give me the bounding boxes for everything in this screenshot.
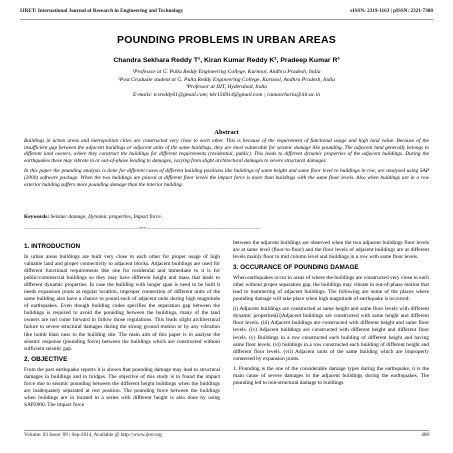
journal-issn: eISSN: 2319-1163 | pISSN: 2321-7308 [350,8,433,14]
keywords-label: Keywords: [24,214,50,220]
abstract-paragraph-2: In this paper the pounding analysis is done for different cases of different building positions like buildings of same height and same floor level to buildings in row, are analysed using SAP (2000) software package. When the two buildings are placed at different floor levels the impact force is more than buildings with the same floor levels. Also when buildings are in a row exterior building suffers more pounding damage than the interior building. [24,168,429,188]
page-footer [24,430,429,439]
paper-title: POUNDING PROBLEMS IN URBAN AREAS [117,34,336,46]
keywords [24,214,429,220]
pounding-damage-text: 1. Pounding is the one of the considerable damage types during the earthquake, it is the main cause of severe damages in the adjacent buildings during the earthquakes. The pounding led to non-structural damage to buildings [233,365,429,386]
journal-name: IJRET: International Journal of Research in Engineering and Technology [20,8,184,14]
pounding-cases-text: (i) Adjacent buildings are constructed at same height and same floor levels with different dynamic properties(ii)Adjacent buildings are constructed with same height and different floor levels. (iii) Adjacent buildings are constructed with different height and same floor levels. (iv) Adjacent buildings are constructed with different height and different floor levels. (v) Buildings in a row constructed each building of different height and having same floor levels. (vi) buildings in a row constructed each building of different height and different floor levels. (vii) Adjacent units of the same building which are improperly connected by expansion joints. [233,306,429,362]
introduction-text: In urban areas buildings are built very close to each other for proper usage of high valuable land and proper connectivity to adjacent blocks. Adjacent buildings are used for different functional requirements like one for residential and immediate to it is for public/commercial buildings so they may have different height and mass that leads to different dynamic properties. In case the building with longer span is need to be built it needs expansion joints at regular location, improper connection of different units of the same building also have a chance to pound each of adjacent units during high magnitude of earthquakes. Even though building codes specifies the separation gap between the buildings is required to avoid the pounding between the buildings, many of the land owners are not come forward to follow those regulations. This leads slight architectural failure to severe structural damages during the strong ground motion or by any vibration like bomb blast near to the building site. The main aim of this paper is to analyse the seismic response (pounding force) between the buildings which are constructed without sufficient seismic gap. [24,254,220,352]
right-column [233,240,429,390]
affiliation-2: ²Post Graduate student at G. Pulla Reddy Engineering College, Kurnool, Andhra Pradesh, India [118,76,335,83]
occurrence-text: When earthquakes occur in areas of where the buildings are constructed very close to each other without proper separation gap, the buildings may vibrate in out-of-phase motion that lead to hammering of adjacent buildings. The following are some of the places where pounding damage will take place when high magnitude of earthquake is occurred: [233,275,429,303]
abstract-body [24,138,429,192]
objective-continuation: between the adjacent buildings are observed when the two adjacent buildings floor levels are at same level (floor-to-floor) and the floor levels of adjacent buildings are at different levels mainly floor to mid column level and buildings in a row with same floor levels. [233,240,429,261]
footer-volume: Volume: 03 Issue: 09 | Sep-2014, Available @ http://www.ijret.org [24,432,162,438]
occurrence-heading: 3. OCCURANCE OF POUNDING DAMAGE [233,264,359,272]
affiliation-1: ¹Professor at G. Pulla Reddy Engineering College, Kurnool, Andhra Pradesh, India [132,69,321,75]
left-column [24,240,220,412]
introduction-heading: 1. INTRODUCTION [24,243,81,250]
abstract-paragraph-1: Buildings in urban areas and metropolitan cities are constructed very close to each other. This is because of the requirement of functional usage and high land value. Because of the insufficient gap between the adjacent buildings or adjacent units of the same buildings, they are most vulnerable for seismic damage like pounding. The adjacent land generally belongs to different land owners, where they construct the buildings for different requirements (residential, public). This leads to different dynamic properties of the adjacent buildings. During the earthquakes these may vibrate in or out-of-phase leading to damages, varying from slight architectural damages to severe structural damages. [24,138,429,164]
abstract-heading: Abstract [214,129,239,136]
affiliation-3: ³Professor at IIIT, Hyderabad, India [185,84,268,91]
author-list: Chandra Sekhara Reddy T¹, Kiran Kumar Reddy K², Pradeep Kumar R³ [113,57,340,64]
objective-heading: 2. OBJECTIVE [24,355,68,363]
keywords-value: Seismic damage, Dynamic properties, Impact force. [50,214,163,220]
affiliations [0,69,453,99]
objective-text: From the past earthquake reports it is shown that pounding damage may lead to structural damages in buildings and in bridges. The objective of this study is to found the impact force due to seismic pounding between the different height buildings when the buildings are inadequately separated at rest position. The pounding force between the buildings when buildings are in located in a series with different height is also done by using SAP2000. The impact force [24,366,220,408]
footer-page-number: 488 [421,432,429,438]
journal-header [20,8,433,20]
section-separator: -----------------------------------------------------------------------------***----------------------------------------------------------------------------- [24,226,261,231]
author-emails: E-mails: tcsreddy61@gmail.com; kkr156914@gmail.com ; ramancharla@iiit.ac.in [132,91,321,98]
